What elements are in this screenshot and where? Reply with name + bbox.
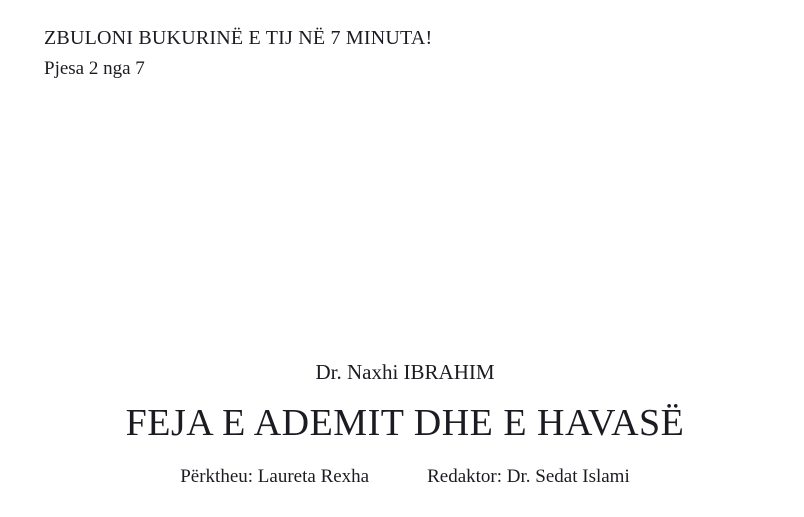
header-block — [44, 25, 432, 81]
author-name: Dr. Naxhi IBRAHIM — [315, 360, 495, 384]
document-title: FEJA E ADEMIT DHE E HAVASË — [125, 402, 685, 444]
translator-credit: Përktheu: Laureta Rexha — [180, 466, 370, 487]
credits-row — [0, 464, 804, 489]
header-part-label: Pjesa 2 nga 7 — [44, 58, 145, 79]
editor-credit: Redaktor: Dr. Sedat Islami — [427, 466, 630, 487]
header-tagline: ZBULONI BUKURINË E TIJ NË 7 MINUTA! — [44, 27, 433, 49]
